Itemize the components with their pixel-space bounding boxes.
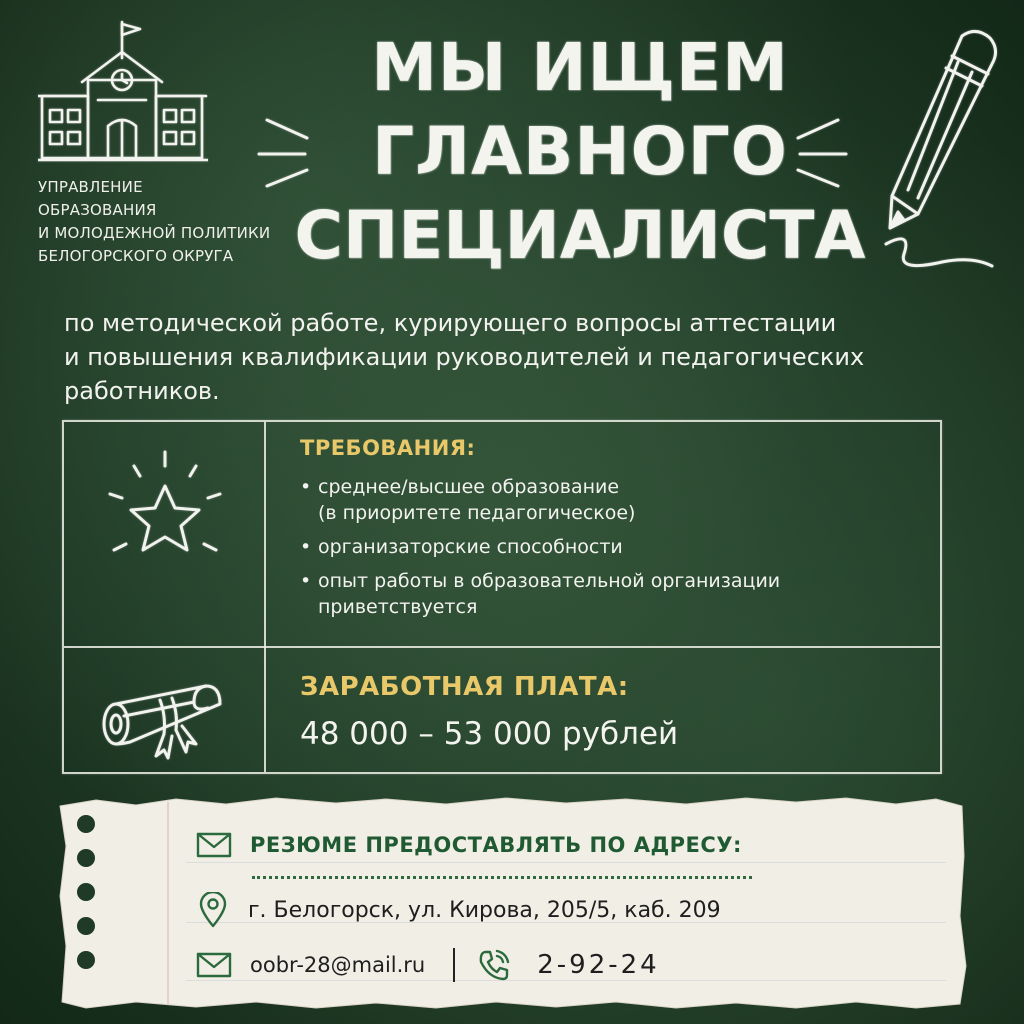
requirement-text: • организаторские способности bbox=[318, 536, 623, 558]
star-icon bbox=[100, 442, 230, 582]
org-line-1: УПРАВЛЕНИЕ bbox=[38, 178, 143, 196]
job-description bbox=[64, 306, 964, 408]
headline-line-1: МЫ ИЩЕМ bbox=[371, 29, 789, 106]
requirement-item bbox=[298, 534, 928, 560]
description-line-1: по методической работе, курирующего вопросы аттестации bbox=[64, 309, 837, 337]
requirement-text: приветствуется bbox=[318, 596, 478, 618]
headline bbox=[290, 26, 870, 278]
paper-ruling bbox=[186, 862, 946, 863]
resume-row bbox=[196, 832, 742, 858]
requirement-text: • опыт работы в образовательной организации bbox=[318, 570, 781, 592]
table-divider-horizontal bbox=[64, 646, 940, 648]
contact-row bbox=[196, 948, 660, 982]
requirement-item bbox=[298, 568, 928, 620]
contact-divider bbox=[453, 948, 455, 982]
salary-title: ЗАРАБОТНАЯ ПЛАТА: bbox=[300, 672, 629, 702]
contacts-note bbox=[56, 796, 968, 1010]
resume-label: РЕЗЮМЕ ПРЕДОСТАВЛЯТЬ ПО АДРЕСУ: bbox=[250, 833, 742, 857]
description-line-3: работников. bbox=[64, 377, 220, 405]
requirement-text: • среднее/высшее образование bbox=[318, 476, 620, 498]
requirement-text: (в приоритете педагогическое) bbox=[318, 502, 636, 524]
dotted-separator bbox=[252, 876, 752, 879]
headline-line-3: СПЕЦИАЛИСТА bbox=[294, 197, 866, 274]
phone-icon bbox=[477, 948, 511, 982]
org-line-3: И МОЛОДЕЖНОЙ ПОЛИТИКИ bbox=[38, 224, 271, 242]
salary-value: 48 000 – 53 000 рублей bbox=[300, 716, 679, 752]
table-divider-vertical bbox=[264, 422, 266, 772]
headline-line-2: ГЛАВНОГО bbox=[372, 113, 788, 190]
address-row bbox=[198, 892, 721, 928]
address-text: г. Белогорск, ул. Кирова, 205/5, каб. 209 bbox=[248, 897, 721, 923]
email-link[interactable]: oobr-28@mail.ru bbox=[250, 953, 426, 977]
requirements-title: ТРЕБОВАНИЯ: bbox=[300, 436, 476, 460]
requirements-list bbox=[298, 474, 928, 628]
envelope-icon bbox=[196, 952, 232, 978]
description-line-2: и повышения квалификации руководителей и педагогических bbox=[64, 343, 865, 371]
pencil-icon bbox=[872, 22, 1012, 284]
location-pin-icon bbox=[198, 892, 228, 928]
org-line-4: БЕЛОГОРСКОГО ОКРУГА bbox=[38, 247, 234, 265]
school-building-icon bbox=[38, 18, 208, 168]
envelope-icon bbox=[196, 832, 232, 858]
org-line-2: ОБРАЗОВАНИЯ bbox=[38, 201, 157, 219]
diploma-scroll-icon bbox=[94, 672, 234, 762]
info-table bbox=[62, 420, 942, 774]
phone-number[interactable]: 2-92-24 bbox=[537, 950, 660, 980]
requirement-item bbox=[298, 474, 928, 526]
